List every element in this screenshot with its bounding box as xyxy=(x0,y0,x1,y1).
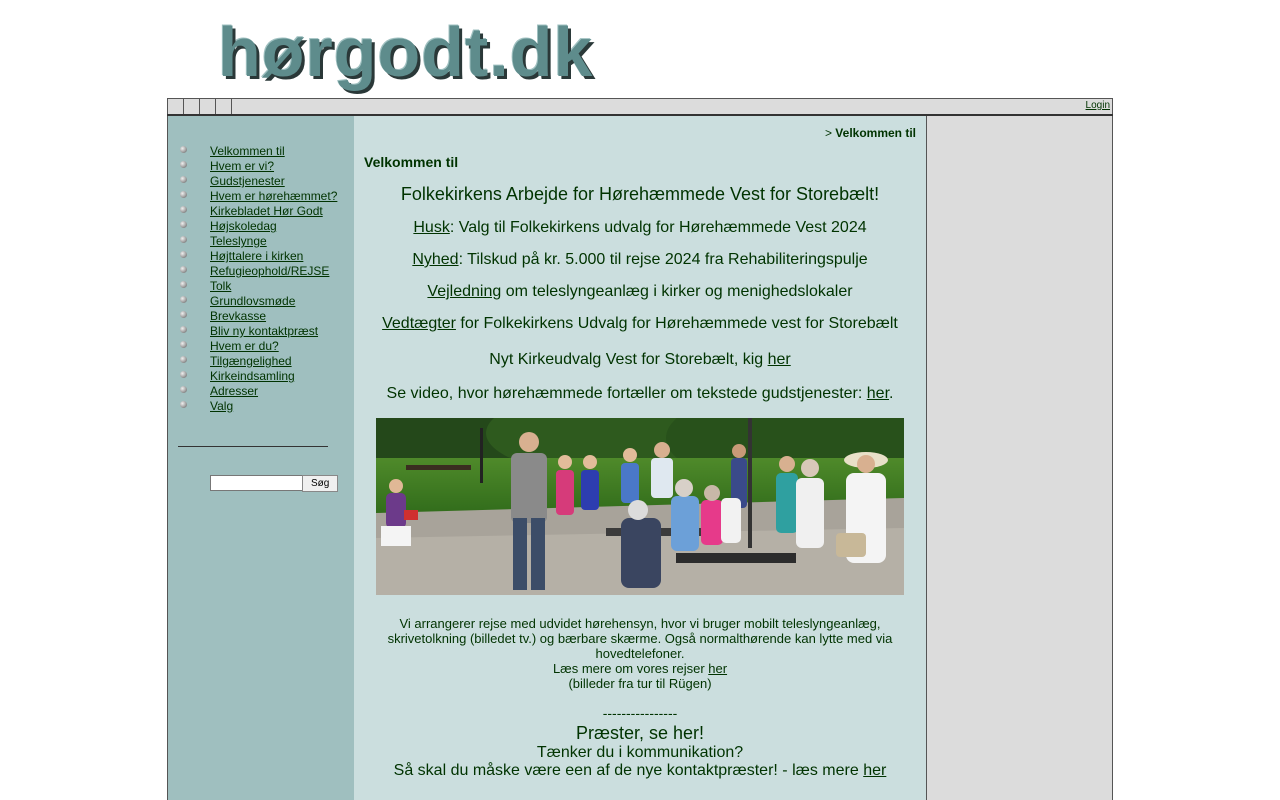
nav-item xyxy=(178,264,348,279)
vejledning-link[interactable]: Vejledning xyxy=(427,283,502,300)
tab-3[interactable] xyxy=(200,99,216,114)
bullet-icon xyxy=(180,341,187,348)
nav-item xyxy=(178,339,348,354)
nav-link[interactable]: Hvem er vi? xyxy=(210,159,275,173)
search-button[interactable]: Søg xyxy=(302,475,338,492)
tab-4[interactable] xyxy=(216,99,232,114)
bullet-icon xyxy=(180,311,187,318)
nav-link[interactable]: Hvem er hørehæmmet? xyxy=(210,189,338,203)
nav-link[interactable]: Højttalere i kirken xyxy=(210,249,304,263)
nav-item xyxy=(178,399,348,414)
nav-divider xyxy=(178,446,328,447)
nav-link[interactable]: Gudstjenester xyxy=(210,174,285,188)
travel-more-text: Læs mere om vores rejser xyxy=(552,661,709,676)
login-link[interactable]: Login xyxy=(1085,100,1110,111)
logo-text: hørgodt.dk xyxy=(218,13,594,91)
tab-2[interactable] xyxy=(184,99,200,114)
husk-text: : Valg til Folkekirkens udvalg for Hørehæmmede Vest 2024 xyxy=(449,219,867,236)
video-link[interactable]: her xyxy=(866,385,890,402)
separator: ---------------- xyxy=(602,705,678,721)
nav-link[interactable]: Grundlovsmøde xyxy=(210,294,296,308)
nav-link[interactable]: Valg xyxy=(210,399,234,413)
nav-item xyxy=(178,354,348,369)
kirkeudvalg-link[interactable]: her xyxy=(767,351,791,368)
vedtaegter-link[interactable]: Vedtægter xyxy=(382,315,456,332)
video-end: . xyxy=(889,385,894,402)
video-text: Se video, hvor hørehæmmede fortæller om tekstede gudstjenester: xyxy=(386,385,867,402)
travel-more-line xyxy=(374,661,906,676)
nav-link[interactable]: Adresser xyxy=(210,384,259,398)
page-title: Velkommen til xyxy=(364,154,459,170)
main-content xyxy=(354,116,927,800)
nav-item xyxy=(178,219,348,234)
bullet-icon xyxy=(180,161,187,168)
travel-info xyxy=(374,616,906,691)
bullet-icon xyxy=(180,206,187,213)
husk-link[interactable]: Husk xyxy=(413,219,450,236)
nav-item xyxy=(178,369,348,384)
breadcrumb xyxy=(825,126,916,140)
group-photo xyxy=(376,418,904,595)
site-logo[interactable] xyxy=(218,12,618,92)
nav-link[interactable]: Teleslynge xyxy=(210,234,267,248)
bullet-icon xyxy=(180,326,187,333)
news-line-video xyxy=(354,385,926,403)
bullet-icon xyxy=(180,386,187,393)
nav-item xyxy=(178,234,348,249)
bullet-icon xyxy=(180,401,187,408)
search-input[interactable] xyxy=(210,475,304,491)
nav-item xyxy=(178,294,348,309)
main-headline: Folkekirkens Arbejde for Hørehæmmede Vest for Storebælt! xyxy=(400,184,880,204)
breadcrumb-arrow: > xyxy=(824,126,836,140)
nav-menu xyxy=(178,144,348,414)
travel-link[interactable]: her xyxy=(708,661,728,676)
nav-item xyxy=(178,309,348,324)
news-line-husk xyxy=(354,219,926,237)
kirkeudvalg-text: Nyt Kirkeudvalg Vest for Storebælt, kig xyxy=(489,351,768,368)
bullet-icon xyxy=(180,191,187,198)
praester-link[interactable]: her xyxy=(863,762,887,779)
travel-caption: (billeder fra tur til Rügen) xyxy=(568,676,712,691)
praester-line1: Tænker du i kommunikation? xyxy=(536,744,744,761)
nav-link[interactable]: Bliv ny kontaktpræst xyxy=(210,324,319,338)
praester-heading: Præster, se her! xyxy=(575,723,705,743)
right-sidebar xyxy=(927,116,1113,800)
bullet-icon xyxy=(180,221,187,228)
nyhed-link[interactable]: Nyhed xyxy=(412,251,459,268)
news-line-kirkeudvalg xyxy=(354,351,926,369)
nav-item xyxy=(178,279,348,294)
bullet-icon xyxy=(180,296,187,303)
left-sidebar xyxy=(167,116,355,800)
vedtaegter-text: for Folkekirkens Udvalg for Hørehæmmede vest for Storebælt xyxy=(455,315,898,332)
news-line-nyhed xyxy=(354,251,926,269)
bullet-icon xyxy=(180,251,187,258)
nav-item xyxy=(178,189,348,204)
nav-item xyxy=(178,144,348,159)
nav-link[interactable]: Højskoledag xyxy=(210,219,277,233)
nav-item xyxy=(178,384,348,399)
vejledning-text: om teleslyngeanlæg i kirker og menighedslokaler xyxy=(501,283,853,300)
nav-item xyxy=(178,249,348,264)
nav-link[interactable]: Kirkebladet Hør Godt xyxy=(210,204,323,218)
tab-bar xyxy=(167,98,1113,115)
bullet-icon xyxy=(180,236,187,243)
news-line-vedtaegter xyxy=(354,315,926,333)
travel-text: Vi arrangerer rejse med udvidet hørehensyn, hvor vi bruger mobilt teleslyngeanlæg, skrivetolkning (billedet tv.) og bærbare skærme. Også normalthørende kan lytte med via hovedtelefoner. xyxy=(387,616,893,661)
bullet-icon xyxy=(180,356,187,363)
nav-item xyxy=(178,174,348,189)
bullet-icon xyxy=(180,371,187,378)
bullet-icon xyxy=(180,176,187,183)
nav-item xyxy=(178,159,348,174)
praester-line2-text: Så skal du måske være een af de nye kontaktpræster! - læs mere xyxy=(393,762,864,779)
breadcrumb-current: Velkommen til xyxy=(835,126,916,140)
nyhed-text: : Tilskud på kr. 5.000 til rejse 2024 fra Rehabiliteringspulje xyxy=(458,251,868,268)
praester-line2 xyxy=(354,762,926,780)
nav-item xyxy=(178,324,348,339)
nav-item xyxy=(178,204,348,219)
nav-link[interactable]: Kirkeindsamling xyxy=(210,369,295,383)
nav-link[interactable]: Hvem er du? xyxy=(210,339,279,353)
nav-link[interactable]: Tilgængelighed xyxy=(210,354,292,368)
nav-link[interactable]: Brevkasse xyxy=(210,309,267,323)
bullet-icon xyxy=(180,281,187,288)
tab-1[interactable] xyxy=(168,99,184,114)
nav-link[interactable]: Velkommen til xyxy=(210,144,285,158)
bullet-icon xyxy=(180,146,187,153)
bullet-icon xyxy=(180,266,187,273)
news-line-vejledning xyxy=(354,283,926,301)
nav-link[interactable]: Tolk xyxy=(210,279,232,293)
nav-link[interactable]: Refugieophold/REJSE xyxy=(210,264,330,278)
